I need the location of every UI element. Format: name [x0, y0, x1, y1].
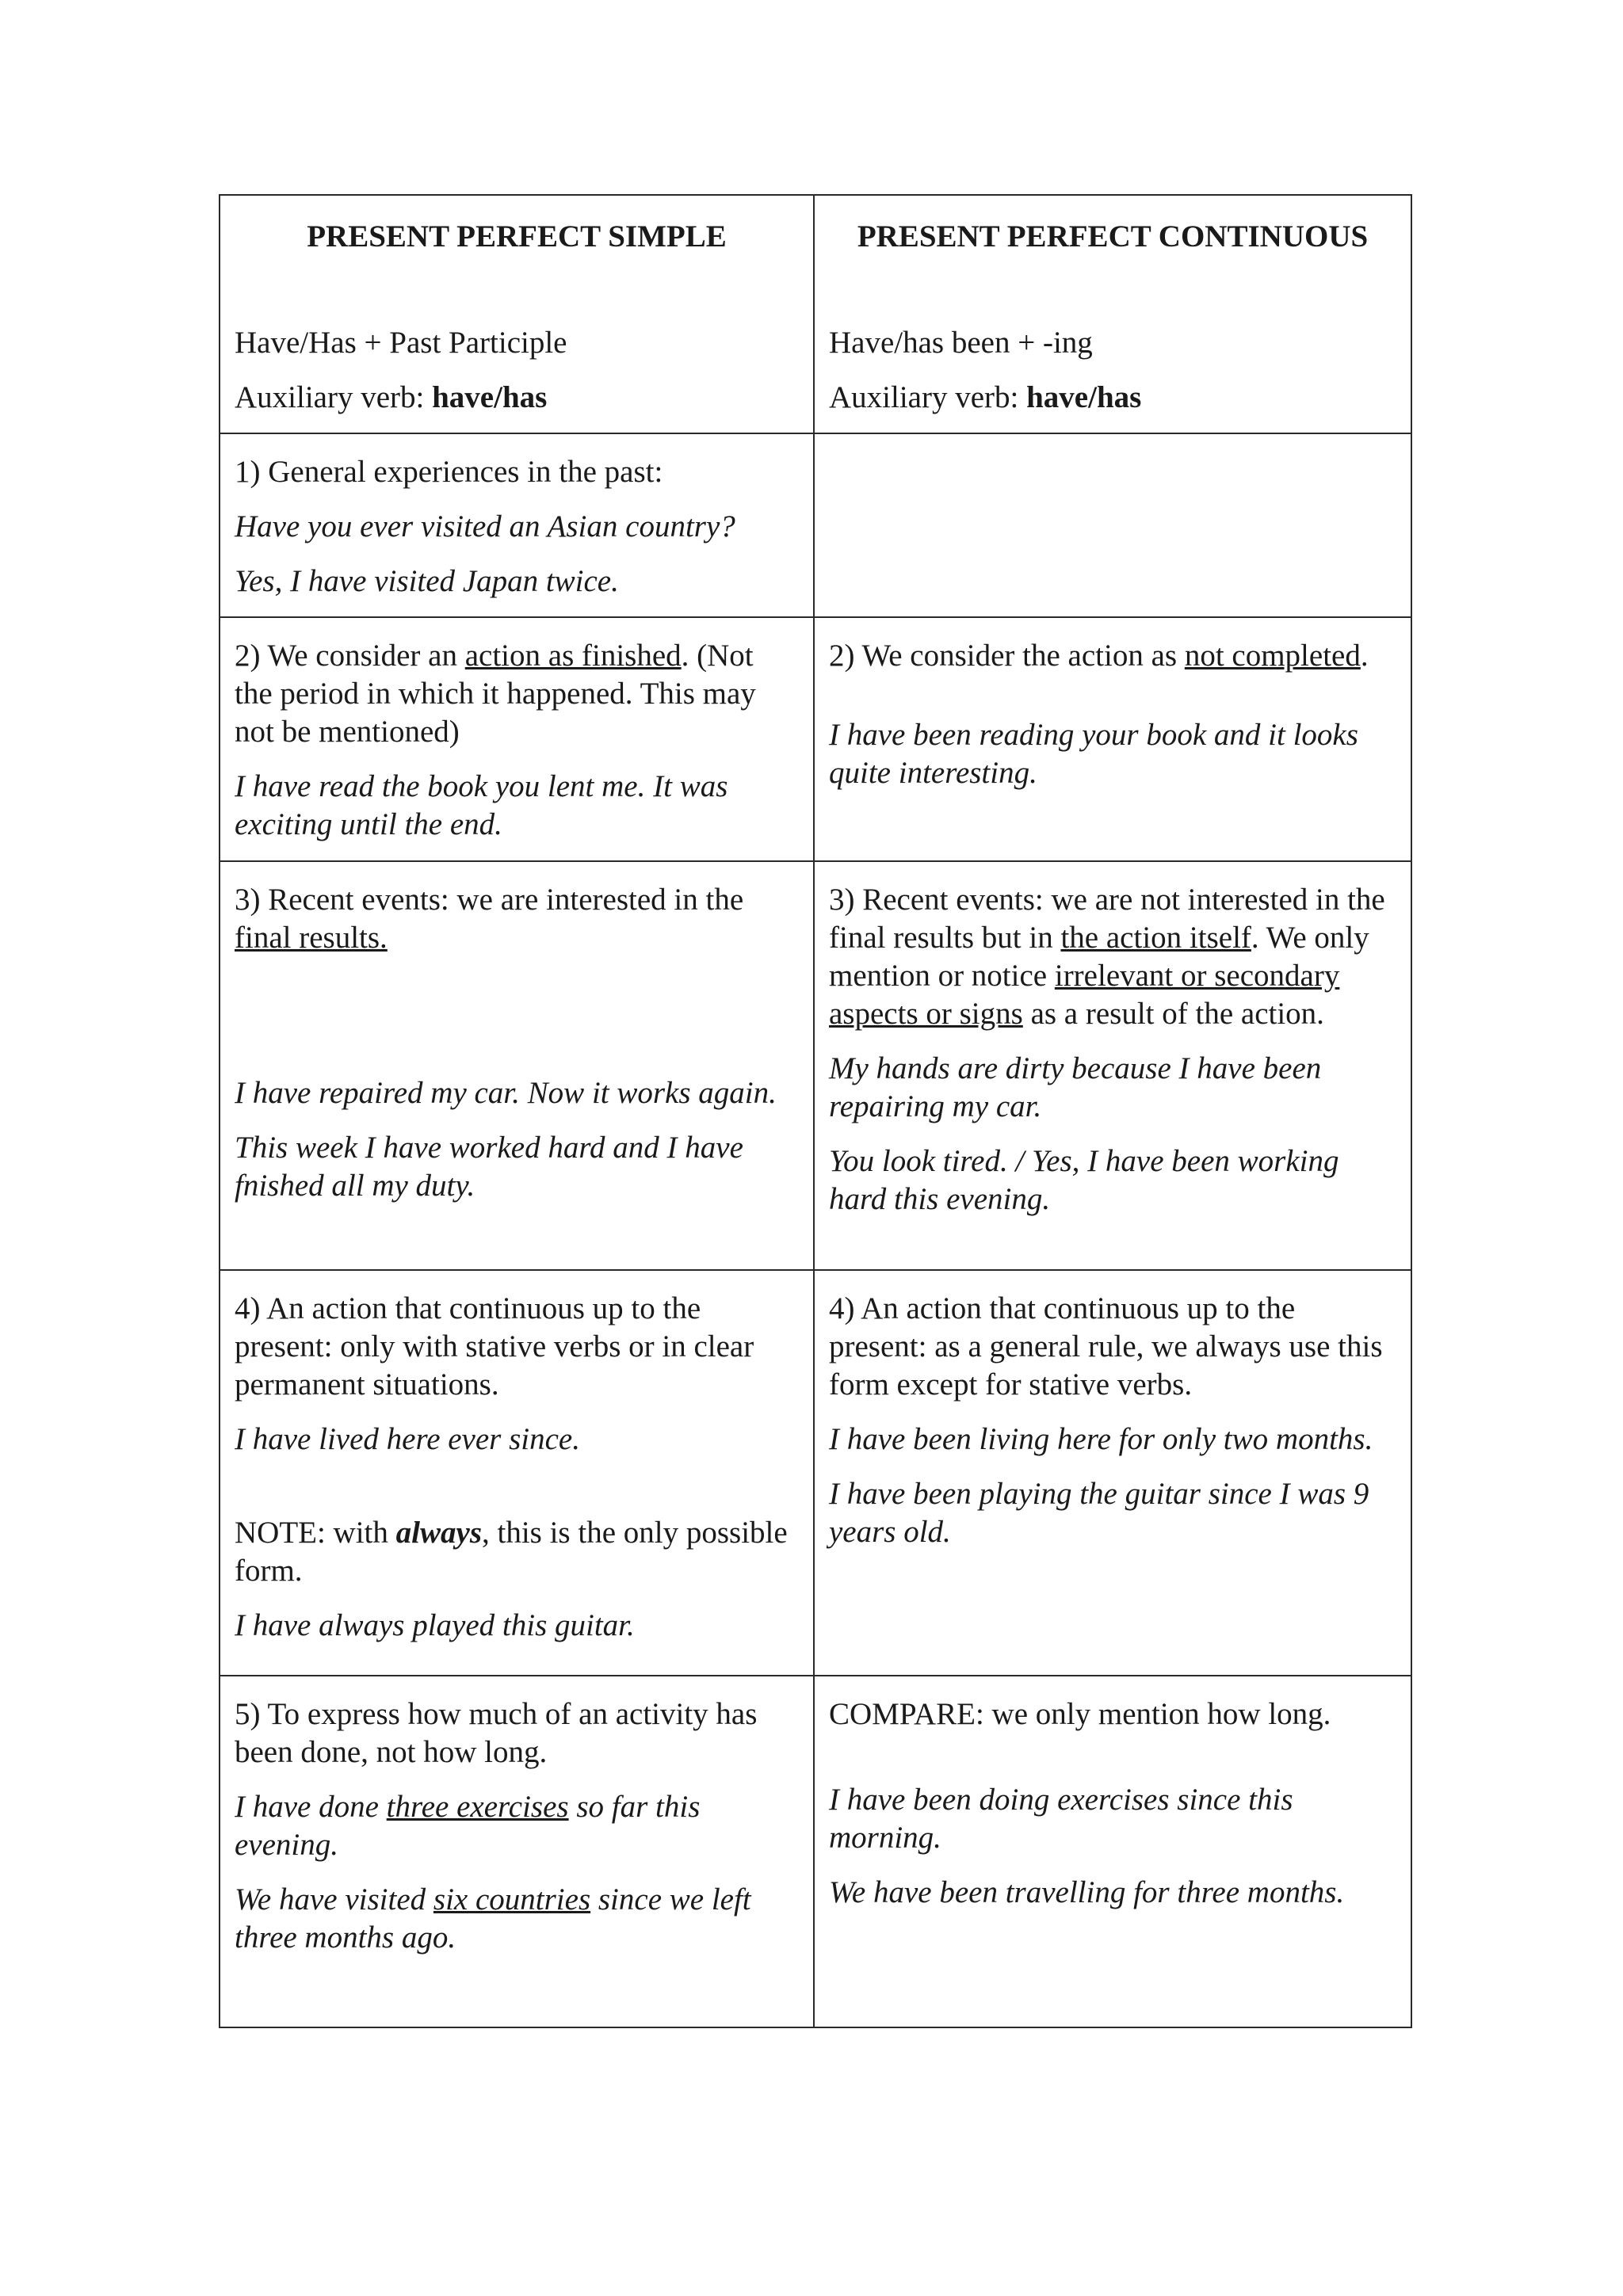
rule-text: 2) We consider an action as finished. (Not the period in which it happened. This may not be mentioned): [235, 639, 756, 749]
underlined-phrase: six countries: [433, 1882, 591, 1917]
rule-text: 3) Recent events: we are not interested in the final results but in the action itself. We only mention or notice irrelevant or secondary aspects or signs as a result of the action.: [829, 883, 1385, 1031]
example-text: Yes, I have visited Japan twice.: [235, 564, 619, 598]
rule-text: 2) We consider the action as not completed.: [829, 639, 1369, 673]
rule-text: 4) An action that continuous up to the present: only with stative verbs or in clear permanent situations.: [235, 1291, 754, 1402]
table-row: [220, 1270, 1411, 1676]
example-text: We have been travelling for three months.: [829, 1875, 1345, 1909]
example-text: I have lived here ever since.: [235, 1422, 580, 1456]
example-text: I have always played this guitar.: [235, 1608, 635, 1642]
rule-text: 5) To express how much of an activity has been done, not how long.: [235, 1697, 758, 1769]
cell-continuous-3: [814, 861, 1411, 1270]
rule-text: 3) Recent events: we are interested in the final results.: [235, 883, 744, 955]
table-row: [220, 1676, 1411, 2027]
example-text: I have been playing the guitar since I was 9 years old.: [829, 1477, 1369, 1549]
aux-value: have/has: [432, 380, 548, 414]
example-text: I have repaired my car. Now it works again.: [235, 1076, 777, 1110]
example-text: I have been doing exercises since this morning.: [829, 1783, 1293, 1855]
table-row: [220, 617, 1411, 861]
cell-continuous-5: [814, 1676, 1411, 2027]
underlined-phrase: final results.: [235, 921, 388, 955]
cell-continuous-2: [814, 617, 1411, 861]
example-text: I have been living here for only two months.: [829, 1422, 1373, 1456]
header-cell-continuous: [814, 195, 1411, 433]
rule-text: 1) General experiences in the past:: [235, 455, 663, 489]
underlined-phrase: the action itself: [1060, 921, 1251, 955]
cell-simple-3: [220, 861, 814, 1270]
column-title-continuous: PRESENT PERFECT CONTINUOUS: [857, 219, 1369, 254]
aux-value: have/has: [1026, 380, 1142, 414]
table-row: [220, 861, 1411, 1270]
header-cell-simple: [220, 195, 814, 433]
rule-text: COMPARE: we only mention how long.: [829, 1697, 1331, 1731]
cell-simple-2: [220, 617, 814, 861]
example-text: I have been reading your book and it looks quite interesting.: [829, 718, 1358, 790]
example-text: Have you ever visited an Asian country?: [235, 509, 735, 543]
formula-continuous: Have/has been + -ing: [829, 326, 1093, 360]
header-row: [220, 195, 1411, 433]
auxiliary-continuous: [829, 379, 1396, 417]
aux-label: Auxiliary verb:: [829, 380, 1027, 414]
rule-text: 4) An action that continuous up to the present: as a general rule, we always use this form except for stative verbs.: [829, 1291, 1383, 1402]
cell-simple-1: [220, 433, 814, 617]
cell-simple-4: [220, 1270, 814, 1676]
table-row: [220, 433, 1411, 617]
comparison-table: [219, 194, 1412, 2028]
aux-label: Auxiliary verb:: [235, 380, 433, 414]
cell-continuous-1-empty: [814, 433, 1411, 617]
column-title-simple: PRESENT PERFECT SIMPLE: [307, 219, 727, 254]
example-text: We have visited six countries since we left three months ago.: [235, 1882, 751, 1955]
example-text: You look tired. / Yes, I have been working hard this evening.: [829, 1144, 1339, 1216]
cell-simple-5: [220, 1676, 814, 2027]
underlined-phrase: three exercises: [386, 1790, 569, 1824]
emphasized-word: always: [395, 1516, 482, 1550]
example-text: I have read the book you lent me. It was exciting until the end.: [235, 769, 728, 841]
formula-simple: Have/Has + Past Participle: [235, 326, 567, 360]
auxiliary-simple: [235, 379, 799, 417]
note-text: NOTE: with always, this is the only possible form.: [235, 1516, 788, 1588]
example-text: My hands are dirty because I have been repairing my car.: [829, 1051, 1322, 1123]
underlined-phrase: not completed: [1184, 639, 1361, 673]
underlined-phrase: action as finished: [464, 639, 682, 673]
underlined-phrase: irrelevant or secondary aspects or signs: [829, 959, 1340, 1031]
example-text: I have done three exercises so far this evening.: [235, 1790, 701, 1862]
example-text: This week I have worked hard and I have fnished all my duty.: [235, 1131, 743, 1203]
cell-continuous-4: [814, 1270, 1411, 1676]
